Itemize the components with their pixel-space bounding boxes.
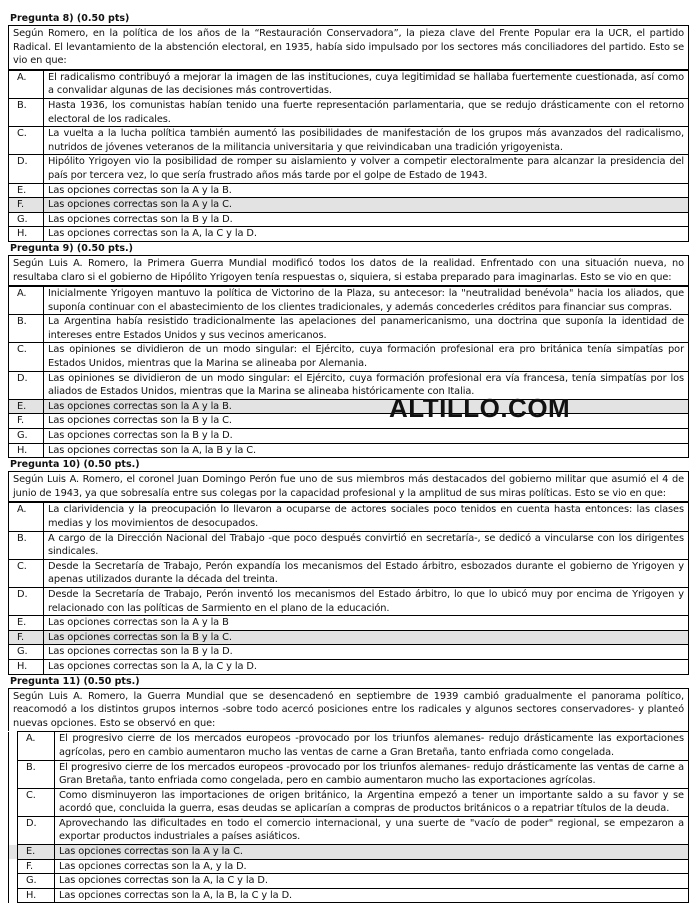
option-letter: G. (9, 645, 44, 660)
option-letter: E. (18, 845, 55, 860)
option-letter: C. (9, 127, 44, 155)
option-text: Las opciones correctas son la A, la B y la C. (44, 443, 689, 458)
question-stem: Según Luis A. Romero, la Primera Guerra Mundial modificó todos los datos de la realidad. Enfrentado con una situación nueva, no resultaba claro si el gobierno de Hipólito Yrigoyen tenía respuestas o, siquiera, si estaba preparado para imaginarlas. Esto se vio en que: (8, 255, 689, 286)
option-row[interactable] (9, 816, 689, 844)
option-text: Las opciones correctas son la B y la D. (44, 645, 689, 660)
options-table (8, 502, 689, 674)
option-letter: D. (9, 155, 44, 183)
option-letter: G. (18, 874, 55, 889)
option-row[interactable] (9, 874, 689, 889)
option-row-selected[interactable] (9, 198, 689, 213)
option-text: La Argentina había resistido tradicionalmente las apelaciones del panamericanismo, una doctrina que suponía la identidad de intereses entre Estados Unidos y sus vecinos americanos. (44, 315, 689, 343)
option-row[interactable] (9, 659, 689, 674)
option-letter: H. (9, 659, 44, 674)
option-text: Las opciones correctas son la A, la C y la D. (55, 874, 689, 889)
question-8 (8, 12, 689, 242)
option-letter: E. (9, 616, 44, 631)
option-letter: D. (9, 587, 44, 615)
options-table (8, 731, 689, 903)
option-letter: D. (9, 371, 44, 399)
option-text: Las opiniones se dividieron de un modo singular: el Ejército, cuya formación profesional era vía francesa, tenía simpatías por los aliados de Estados Unidos, mientras que la Marina se alineaba históricamente con Italia. (44, 371, 689, 399)
option-row-selected[interactable] (9, 630, 689, 645)
question-10 (8, 458, 689, 674)
option-letter: A. (9, 70, 44, 98)
option-text: Las opciones correctas son la A y la C. (55, 845, 689, 860)
exam-page (8, 12, 689, 903)
option-row[interactable] (9, 227, 689, 242)
question-stem: Según Romero, en la política de los años de la “Restauración Conservadora”, la pieza clave del Frente Popular era la UCR, el partido Radical. El levantamiento de la abstención electoral, en 1935, había sido impulsado por los sectores más conciliadores del partido. Esto se vio en que: (8, 25, 689, 70)
option-letter: H. (9, 227, 44, 242)
option-text: Hasta 1936, los comunistas habían tenido una fuerte representación parlamentaria, que se redujo drásticamente con el retorno electoral de los radicales. (44, 98, 689, 126)
option-row[interactable] (9, 212, 689, 227)
option-letter: D. (18, 816, 55, 844)
option-letter: A. (9, 287, 44, 315)
options-table (8, 70, 689, 242)
option-letter: F. (9, 198, 44, 213)
option-text: Las opciones correctas son la A y la C. (44, 198, 689, 213)
option-letter: C. (9, 559, 44, 587)
option-row[interactable] (9, 645, 689, 660)
option-row[interactable] (9, 429, 689, 444)
question-title: Pregunta 8) (0.50 pts) (10, 13, 130, 24)
option-text: Desde la Secretaría de Trabajo, Perón inventó los mecanismos del Estado árbitro, lo que lo ubicó muy por encima de Yrigoyen y relacionado con las políticas de Sarmiento en el plano de la educación. (44, 587, 689, 615)
option-row[interactable] (9, 732, 689, 760)
option-row[interactable] (9, 559, 689, 587)
option-letter: F. (18, 859, 55, 874)
option-text: Las opciones correctas son la A, y la D. (55, 859, 689, 874)
option-row[interactable] (9, 70, 689, 98)
option-row[interactable] (9, 287, 689, 315)
option-row[interactable] (9, 183, 689, 198)
option-letter: C. (18, 788, 55, 816)
option-row-selected[interactable] (9, 399, 689, 414)
option-text: Las opciones correctas son la B y la C. (44, 414, 689, 429)
option-text: Desde la Secretaría de Trabajo, Perón expandía los mecanismos del Estado árbitro, esbozados durante el gobierno de Yrigoyen y apenas utilizados durante la década del treinta. (44, 559, 689, 587)
question-title: Pregunta 11) (0.50 pts.) (10, 675, 140, 687)
option-text: La vuelta a la lucha política también aumentó las posibilidades de manifestación de los grupos más avanzados del radicalismo, nutridos de jóvenes veteranos de la militancia universitaria y que reivindicaban una tradición yrigoyenista. (44, 127, 689, 155)
option-row[interactable] (9, 155, 689, 183)
option-text: Las opciones correctas son la A y la B (44, 616, 689, 631)
option-letter: G. (9, 212, 44, 227)
option-text: Las opciones correctas son la B y la D. (44, 212, 689, 227)
option-row[interactable] (9, 315, 689, 343)
option-letter: F. (9, 630, 44, 645)
option-text: Las opciones correctas son la A, la C y la D. (44, 659, 689, 674)
option-letter: G. (9, 429, 44, 444)
option-row[interactable] (9, 371, 689, 399)
option-text: Las opiniones se dividieron de un modo singular: el Ejército, cuya formación profesional era pro británica tenía simpatías por Estados Unidos, mientras que la Marina se alineaba por Alemania. (44, 343, 689, 371)
option-letter: E. (9, 399, 44, 414)
option-letter: H. (9, 443, 44, 458)
option-text: El progresivo cierre de los mercados europeos -provocado por los triunfos alemanes- redujo drásticamente las ventas de carne a Gran Bretaña, tanto enfriada como congelada, pero en cambio aumentaron mucho las exportaciones agrícolas. (55, 760, 689, 788)
option-row[interactable] (9, 859, 689, 874)
option-row[interactable] (9, 127, 689, 155)
option-text: La clarividencia y la preocupación lo llevaron a ocuparse de actores sociales poco tenidos en cuenta hasta entonces: las clases medias y los movimientos de desocupados. (44, 503, 689, 531)
option-row[interactable] (9, 414, 689, 429)
option-row[interactable] (9, 531, 689, 559)
question-title: Pregunta 10) (0.50 pts.) (10, 459, 140, 471)
option-row[interactable] (9, 443, 689, 458)
option-row[interactable] (9, 587, 689, 615)
question-stem: Según Luis A. Romero, la Guerra Mundial que se desencadenó en septiembre de 1939 cambió gradualmente el panorama político, reacomodó a los distintos grupos internos -sobre todo acercó posiciones entre los radicales y algunos sectores conservadores- y planteó nuevas opciones. Esto se observó en que: (8, 688, 689, 732)
option-row[interactable] (9, 503, 689, 531)
option-row[interactable] (9, 616, 689, 631)
option-row[interactable] (9, 888, 689, 903)
option-text: El radicalismo contribuyó a mejorar la imagen de las instituciones, cuya legitimidad se hallaba fuertemente cuestionada, así como a convalidar algunas de las decisiones más controvertidas. (44, 70, 689, 98)
option-letter: A. (9, 503, 44, 531)
option-row[interactable] (9, 760, 689, 788)
option-text: Inicialmente Yrigoyen mantuvo la política de Victorino de la Plaza, su antecesor: la "neutralidad benévola" hacia los aliados, que suponía continuar con el abastecimiento de los clientes tradicionales, y además concederles créditos para financiar sus compras. (44, 287, 689, 315)
option-text: A cargo de la Dirección Nacional del Trabajo -que poco después convirtió en secretaría-, se dedicó a vincularse con los dirigentes sindicales. (44, 531, 689, 559)
option-letter: E. (9, 183, 44, 198)
option-text: Las opciones correctas son la B y la D. (44, 429, 689, 444)
option-text: Aprovechando las dificultades en todo el comercio internacional, y una suerte de "vacío de poder" regional, se empezaron a exportar productos industriales a países asiáticos. (55, 816, 689, 844)
question-9 (8, 242, 689, 458)
watermark-text: ALTILLO.COM (389, 393, 571, 423)
option-letter: B. (9, 98, 44, 126)
option-row[interactable] (9, 343, 689, 371)
option-letter: A. (18, 732, 55, 760)
option-text: Hipólito Yrigoyen vio la posibilidad de romper su aislamiento y volver a competir electoralmente para alcanzar la presidencia del país por tercera vez, lo que sería frustrado años más tarde por el golpe de Estado de 1943. (44, 155, 689, 183)
option-letter: H. (18, 888, 55, 903)
option-letter: B. (9, 315, 44, 343)
option-row[interactable] (9, 788, 689, 816)
options-table (8, 286, 689, 458)
option-text: Las opciones correctas son la A, la C y la D. (44, 227, 689, 242)
question-stem: Según Luis A. Romero, el coronel Juan Domingo Perón fue uno de sus miembros más destacados del gobierno militar que asumió el 4 de junio de 1943, ya que sobresalía entre sus colegas por la capacidad profesional y la amplitud de sus miras políticas. Esto se vio en que: (8, 471, 689, 502)
option-text: Las opciones correctas son la A y la B. (44, 399, 689, 414)
option-text: Las opciones correctas son la B y la C. (44, 630, 689, 645)
question-11 (8, 675, 689, 903)
option-letter: F. (9, 414, 44, 429)
option-letter: B. (18, 760, 55, 788)
option-letter: C. (9, 343, 44, 371)
option-text: El progresivo cierre de los mercados europeos -provocado por los triunfos alemanes- redujo drásticamente las exportaciones agrícolas, pero en cambio aumentaron mucho las ventas de carne a Gran Bretaña, tanto enfriada como congelada. (55, 732, 689, 760)
option-text: Las opciones correctas son la A, la B, la C y la D. (55, 888, 689, 903)
option-letter: B. (9, 531, 44, 559)
option-text: Como disminuyeron las importaciones de origen británico, la Argentina empezó a tener un importante saldo a su favor y se acordó que, concluida la guerra, esas deudas se aplicarían a compras de productos británicos o a repatriar títulos de la deuda. (55, 788, 689, 816)
question-title: Pregunta 9) (0.50 pts.) (10, 242, 133, 254)
option-text: Las opciones correctas son la A y la B. (44, 183, 689, 198)
option-row[interactable] (9, 98, 689, 126)
option-row-selected[interactable] (9, 845, 689, 860)
